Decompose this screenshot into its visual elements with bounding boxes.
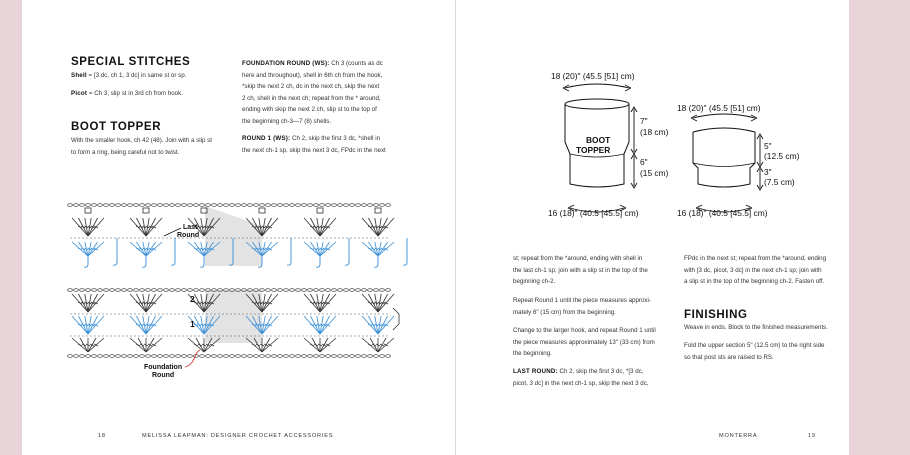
chart-chain: [152, 355, 157, 358]
chart-chain: [170, 355, 175, 358]
chart-chain: [236, 204, 241, 207]
round-1-text: [242, 133, 422, 156]
chart-chain: [314, 204, 319, 207]
chart-picot: [375, 208, 381, 213]
shell-definition: [71, 70, 241, 82]
chart-chain: [278, 204, 283, 207]
chart-chain: [152, 289, 157, 292]
chart-picot: [317, 208, 323, 213]
chart-chain: [134, 355, 139, 358]
chart-chain: [356, 289, 361, 292]
chart-stitch-tick: [252, 344, 256, 346]
chart-chain: [290, 204, 295, 207]
chart-chain: [368, 355, 373, 358]
chart-row-2-label: 2: [190, 294, 195, 304]
text-line: beginning ch-2.: [513, 278, 556, 286]
chart-foundation-label-1: Foundation: [144, 364, 183, 371]
chart-stitch-tick: [368, 344, 372, 346]
chart-chain: [98, 204, 103, 207]
finishing-para1: Weave in ends. Block to the finished measurements.: [684, 324, 828, 331]
chart-chain: [350, 355, 355, 358]
short-upper-cm: (12.5 cm): [764, 151, 800, 161]
chart-chain: [188, 289, 193, 292]
chart-chain: [350, 204, 355, 207]
chart-chain: [92, 204, 97, 207]
chart-chain: [380, 204, 385, 207]
foundation-round-text: [242, 58, 422, 128]
book-gutter: [455, 0, 456, 455]
boot-topper-text: [71, 135, 246, 158]
chart-chain: [86, 204, 91, 207]
chart-chain: [164, 355, 169, 358]
chart-post-stitch: [84, 256, 88, 267]
chart-chain: [92, 289, 97, 292]
chart-chain: [158, 204, 163, 207]
chart-chain: [320, 204, 325, 207]
chart-chain: [266, 289, 271, 292]
chart-chain: [284, 204, 289, 207]
short-lower-cm: (7.5 cm): [764, 177, 795, 187]
chart-post-stitch: [142, 256, 146, 267]
right-folio-title: MONTERRA: [719, 433, 758, 439]
chart-chain: [188, 204, 193, 207]
left-folio-title: MELISSA LEAPMAN: DESIGNER CROCHET ACCESSORIES: [142, 433, 334, 439]
chart-chain: [86, 355, 91, 358]
round-1-line: Ch 2, skip the first 3 dc, *shell in: [290, 135, 381, 142]
chart-chain: [248, 355, 253, 358]
boot-topper-line: With the smaller hook, ch 42 (48). Join with a slip st: [71, 137, 212, 144]
chart-chain: [212, 204, 217, 207]
foundation-round-label: FOUNDATION ROUND (WS):: [242, 60, 330, 67]
chart-chain: [332, 204, 337, 207]
chart-chain: [368, 289, 373, 292]
text-line: picot, 3 dc] in the next ch-1 sp, skip the next 3 dc,: [513, 379, 649, 387]
chart-chain: [98, 289, 103, 292]
chart-chain: [140, 204, 145, 207]
chart-chain: [374, 355, 379, 358]
text-line: Fold the upper section 5" (12.5 cm) to the right side: [684, 342, 825, 349]
chart-foundation-label-2: Round: [152, 372, 175, 379]
chart-chain: [236, 355, 241, 358]
chart-chain: [128, 355, 133, 358]
chart-chain: [182, 204, 187, 207]
chart-chain: [170, 204, 175, 207]
chart-chain: [302, 355, 307, 358]
short-boot-outline: [693, 132, 755, 187]
chart-chain: [104, 289, 109, 292]
chart-chain: [326, 355, 331, 358]
picot-definition: [71, 88, 241, 100]
chart-chain: [104, 204, 109, 207]
chart-chain: [116, 289, 121, 292]
chart-chain: [152, 204, 157, 207]
chart-chain: [338, 204, 343, 207]
chart-stitch-tick: [136, 344, 140, 346]
chart-chain: [134, 204, 139, 207]
chart-chain: [230, 204, 235, 207]
short-top-arrow: [693, 114, 755, 118]
chart-chain: [326, 289, 331, 292]
left-folio-number: 18: [98, 433, 106, 439]
foundation-line: 2 ch, shell in the next ch; repeat from the * around,: [242, 94, 381, 102]
chart-chain: [260, 204, 265, 207]
tall-lower-cm: (15 cm): [640, 168, 669, 178]
chart-chain: [110, 289, 115, 292]
chart-chain: [218, 204, 223, 207]
tall-upper-inches: 7": [640, 116, 648, 126]
chart-chain: [218, 355, 223, 358]
text-line: the last ch-1 sp; join with a slip st in the top of the: [513, 266, 648, 274]
chart-chain: [224, 355, 229, 358]
chart-chain: [92, 355, 97, 358]
short-boot-topper-schematic: [684, 112, 774, 217]
chart-chain: [116, 355, 121, 358]
chart-chain: [278, 355, 283, 358]
chart-chain: [80, 289, 85, 292]
text-line: with [3 dc, picot, 3 dc] in the next ch-1 sp; join with: [684, 266, 822, 274]
chart-chain: [266, 204, 271, 207]
chart-chain: [86, 289, 91, 292]
chart-stitch-tick: [310, 344, 314, 346]
chart-chain: [146, 289, 151, 292]
chart-chain: [146, 204, 151, 207]
foundation-line: Ch 3 (counts as dc: [329, 60, 383, 67]
chart-chain: [140, 355, 145, 358]
chart-chain: [374, 289, 379, 292]
chart-chain: [194, 289, 199, 292]
chart-chain: [284, 355, 289, 358]
chart-chain: [290, 289, 295, 292]
short-lower-inches: 3": [764, 167, 772, 177]
chart-chain: [308, 289, 313, 292]
chart-chain: [74, 355, 79, 358]
tall-upper-cm: (18 cm): [640, 127, 669, 137]
right-col1-para2: [513, 295, 683, 318]
chart-chain: [242, 204, 247, 207]
picot-label: Picot: [71, 90, 88, 97]
chart-shaded-repeat: [205, 206, 262, 266]
chart-chain: [200, 289, 205, 292]
chart-chain: [176, 355, 181, 358]
chart-chain: [314, 355, 319, 358]
chart-chain: [134, 289, 139, 292]
chart-chain: [68, 355, 73, 358]
chart-chain: [230, 355, 235, 358]
chart-chain: [206, 204, 211, 207]
finishing-para2: [684, 340, 849, 363]
chart-chain: [386, 204, 391, 207]
right-col1-para1: [513, 253, 683, 288]
text-line: st; repeat from the *around, ending with shell in: [513, 255, 643, 262]
chart-chain: [254, 355, 259, 358]
shell-label: Shell: [71, 72, 87, 79]
text-line: Ch 2, skip the first 3 dc, *[3 dc,: [557, 368, 644, 375]
chart-chain: [248, 204, 253, 207]
right-col2-para1: [684, 253, 849, 288]
chart-chain: [128, 289, 133, 292]
chart-chain: [80, 204, 85, 207]
chart-chain: [68, 289, 73, 292]
chart-chain: [110, 355, 115, 358]
chart-chain: [332, 289, 337, 292]
chart-chain: [338, 355, 343, 358]
chart-last-round-label-2: Round: [177, 232, 200, 239]
chart-chain: [188, 355, 193, 358]
foundation-line: ending with skip the next 2 ch, slip st to the top of: [242, 106, 377, 114]
chart-chain: [338, 289, 343, 292]
boot-topper-line: to form a ring, being careful not to twist.: [71, 148, 180, 156]
chart-chain: [200, 355, 205, 358]
text-line: a slip st in the top of the beginning ch-2. Fasten off.: [684, 278, 825, 286]
chart-chain: [74, 204, 79, 207]
chart-stitch-tick: [78, 344, 82, 346]
chart-chain: [380, 355, 385, 358]
chart-chain: [272, 204, 277, 207]
right-col1-para3: [513, 325, 683, 360]
chart-chain: [176, 204, 181, 207]
chart-chain: [194, 204, 199, 207]
right-folio-number: 19: [808, 433, 816, 439]
boot-topper-heading: BOOT TOPPER: [71, 121, 162, 133]
last-round-label: LAST ROUND:: [513, 368, 558, 375]
chart-chain: [200, 204, 205, 207]
chart-post-stitch: [287, 238, 291, 265]
chart-chain: [278, 289, 283, 292]
short-top-dimension: 18 (20)" (45.5 [51] cm): [677, 103, 761, 113]
chart-post-stitch: [113, 238, 117, 265]
chart-chain: [122, 355, 127, 358]
chart-chain: [362, 355, 367, 358]
chart-chain: [344, 289, 349, 292]
chart-chain: [308, 355, 313, 358]
round-1-line: the next ch-1 sp, skip the next 3 dc, FPdc in the next: [242, 146, 386, 154]
short-top-edge: [693, 128, 755, 132]
chart-chain: [374, 204, 379, 207]
chart-chain: [380, 289, 385, 292]
chart-post-stitch: [345, 238, 349, 265]
chart-chain: [260, 355, 265, 358]
chart-chain: [284, 289, 289, 292]
text-line: mately 6" (15 cm) from the beginning.: [513, 308, 616, 316]
shell-text: = [3 dc, ch 1, 3 dc] in same st or sp.: [86, 72, 187, 79]
chart-foundation-pointer: [185, 350, 200, 367]
chart-chain: [356, 355, 361, 358]
chart-chain: [362, 204, 367, 207]
chart-chain: [356, 204, 361, 207]
chart-chain: [164, 204, 169, 207]
short-bottom-dimension: 16 (18)" (40.5 [45.5] cm): [677, 208, 768, 218]
stitch-chart: [60, 198, 400, 388]
chart-chain: [182, 355, 187, 358]
tall-boot-label-1: BOOT: [586, 135, 611, 145]
chart-chain: [140, 289, 145, 292]
chart-chain: [266, 355, 271, 358]
chart-chain: [110, 204, 115, 207]
chart-chain: [212, 355, 217, 358]
chart-chain: [350, 289, 355, 292]
text-line: so that post sts are raised to RS.: [684, 353, 774, 361]
chart-chain: [104, 355, 109, 358]
text-line: the beginning.: [513, 350, 552, 358]
last-round-text: [513, 366, 683, 389]
chart-chain: [128, 204, 133, 207]
chart-chain: [158, 355, 163, 358]
chart-chain: [98, 355, 103, 358]
chart-chain: [296, 204, 301, 207]
chart-chain: [290, 355, 295, 358]
tall-bottom-dimension: 16 (18)" (40.5 [45.5] cm): [548, 208, 639, 218]
special-stitches-heading: SPECIAL STITCHES: [71, 56, 191, 68]
chart-chain: [320, 289, 325, 292]
chart-post-stitch: [374, 256, 378, 267]
chart-chain: [68, 204, 73, 207]
chart-chain: [344, 355, 349, 358]
chart-chain: [368, 204, 373, 207]
text-line: Repeat Round 1 until the piece measures approxi-: [513, 297, 651, 304]
round-1-label: ROUND 1 (WS):: [242, 135, 291, 142]
chart-chain: [386, 355, 391, 358]
finishing-heading: FINISHING: [684, 309, 748, 321]
foundation-line: here and throughout), shell in 6th ch from the hook,: [242, 71, 383, 79]
tall-top-arrow: [565, 84, 629, 88]
chart-chain: [302, 289, 307, 292]
chart-chain: [362, 289, 367, 292]
chart-chain: [254, 204, 259, 207]
chart-chain: [116, 204, 121, 207]
chart-chain: [80, 355, 85, 358]
chart-post-stitch: [316, 256, 320, 267]
chart-chain: [164, 289, 169, 292]
chart-chain: [242, 355, 247, 358]
chart-chain: [272, 355, 277, 358]
chart-chain: [74, 289, 79, 292]
tall-lower-inches: 6": [640, 157, 648, 167]
chart-chain: [296, 355, 301, 358]
short-upper-inches: 5": [764, 141, 772, 151]
chart-chain: [146, 355, 151, 358]
chart-chain: [224, 204, 229, 207]
chart-chain: [170, 289, 175, 292]
chart-chain: [386, 289, 391, 292]
tall-top-dimension: 18 (20)" (45.5 [51] cm): [551, 71, 635, 81]
chart-chain: [176, 289, 181, 292]
tall-top-rim: [565, 99, 629, 109]
foundation-line: the beginning ch-3—7 (8) shells.: [242, 117, 332, 125]
chart-post-stitch: [171, 238, 175, 265]
chart-picot: [143, 208, 149, 213]
chart-chain: [296, 289, 301, 292]
chart-chain: [320, 355, 325, 358]
chart-chain: [182, 289, 187, 292]
text-line: the piece measures approximately 13" (33 cm) from: [513, 338, 655, 346]
chart-chain: [326, 204, 331, 207]
chart-last-round-label-1: Last: [183, 224, 198, 231]
chart-chain: [122, 289, 127, 292]
chart-chain: [344, 204, 349, 207]
chart-picot: [85, 208, 91, 213]
foundation-line: *skip the next 2 ch, dc in the next ch, skip the next: [242, 83, 380, 91]
tall-boot-label-2: TOPPER: [576, 145, 611, 155]
chart-chain: [122, 204, 127, 207]
chart-post-stitch: [200, 256, 204, 267]
chart-chain: [314, 289, 319, 292]
chart-repeat-bracket: [393, 308, 399, 330]
text-line: FPdc in the next st; repeat from the *around, ending: [684, 255, 827, 262]
chart-chain: [308, 204, 313, 207]
chart-picot: [259, 208, 265, 213]
chart-chain: [332, 355, 337, 358]
chart-row-1-label: 1: [190, 319, 195, 329]
picot-text: = Ch 3, slip st in 3rd ch from hook.: [87, 90, 183, 97]
text-line: Change to the larger hook, and repeat Round 1 until: [513, 327, 656, 334]
chart-chain: [272, 289, 277, 292]
chart-chain: [302, 204, 307, 207]
chart-chain: [158, 289, 163, 292]
chart-chain: [206, 355, 211, 358]
chart-stitch-tick: [194, 344, 198, 346]
